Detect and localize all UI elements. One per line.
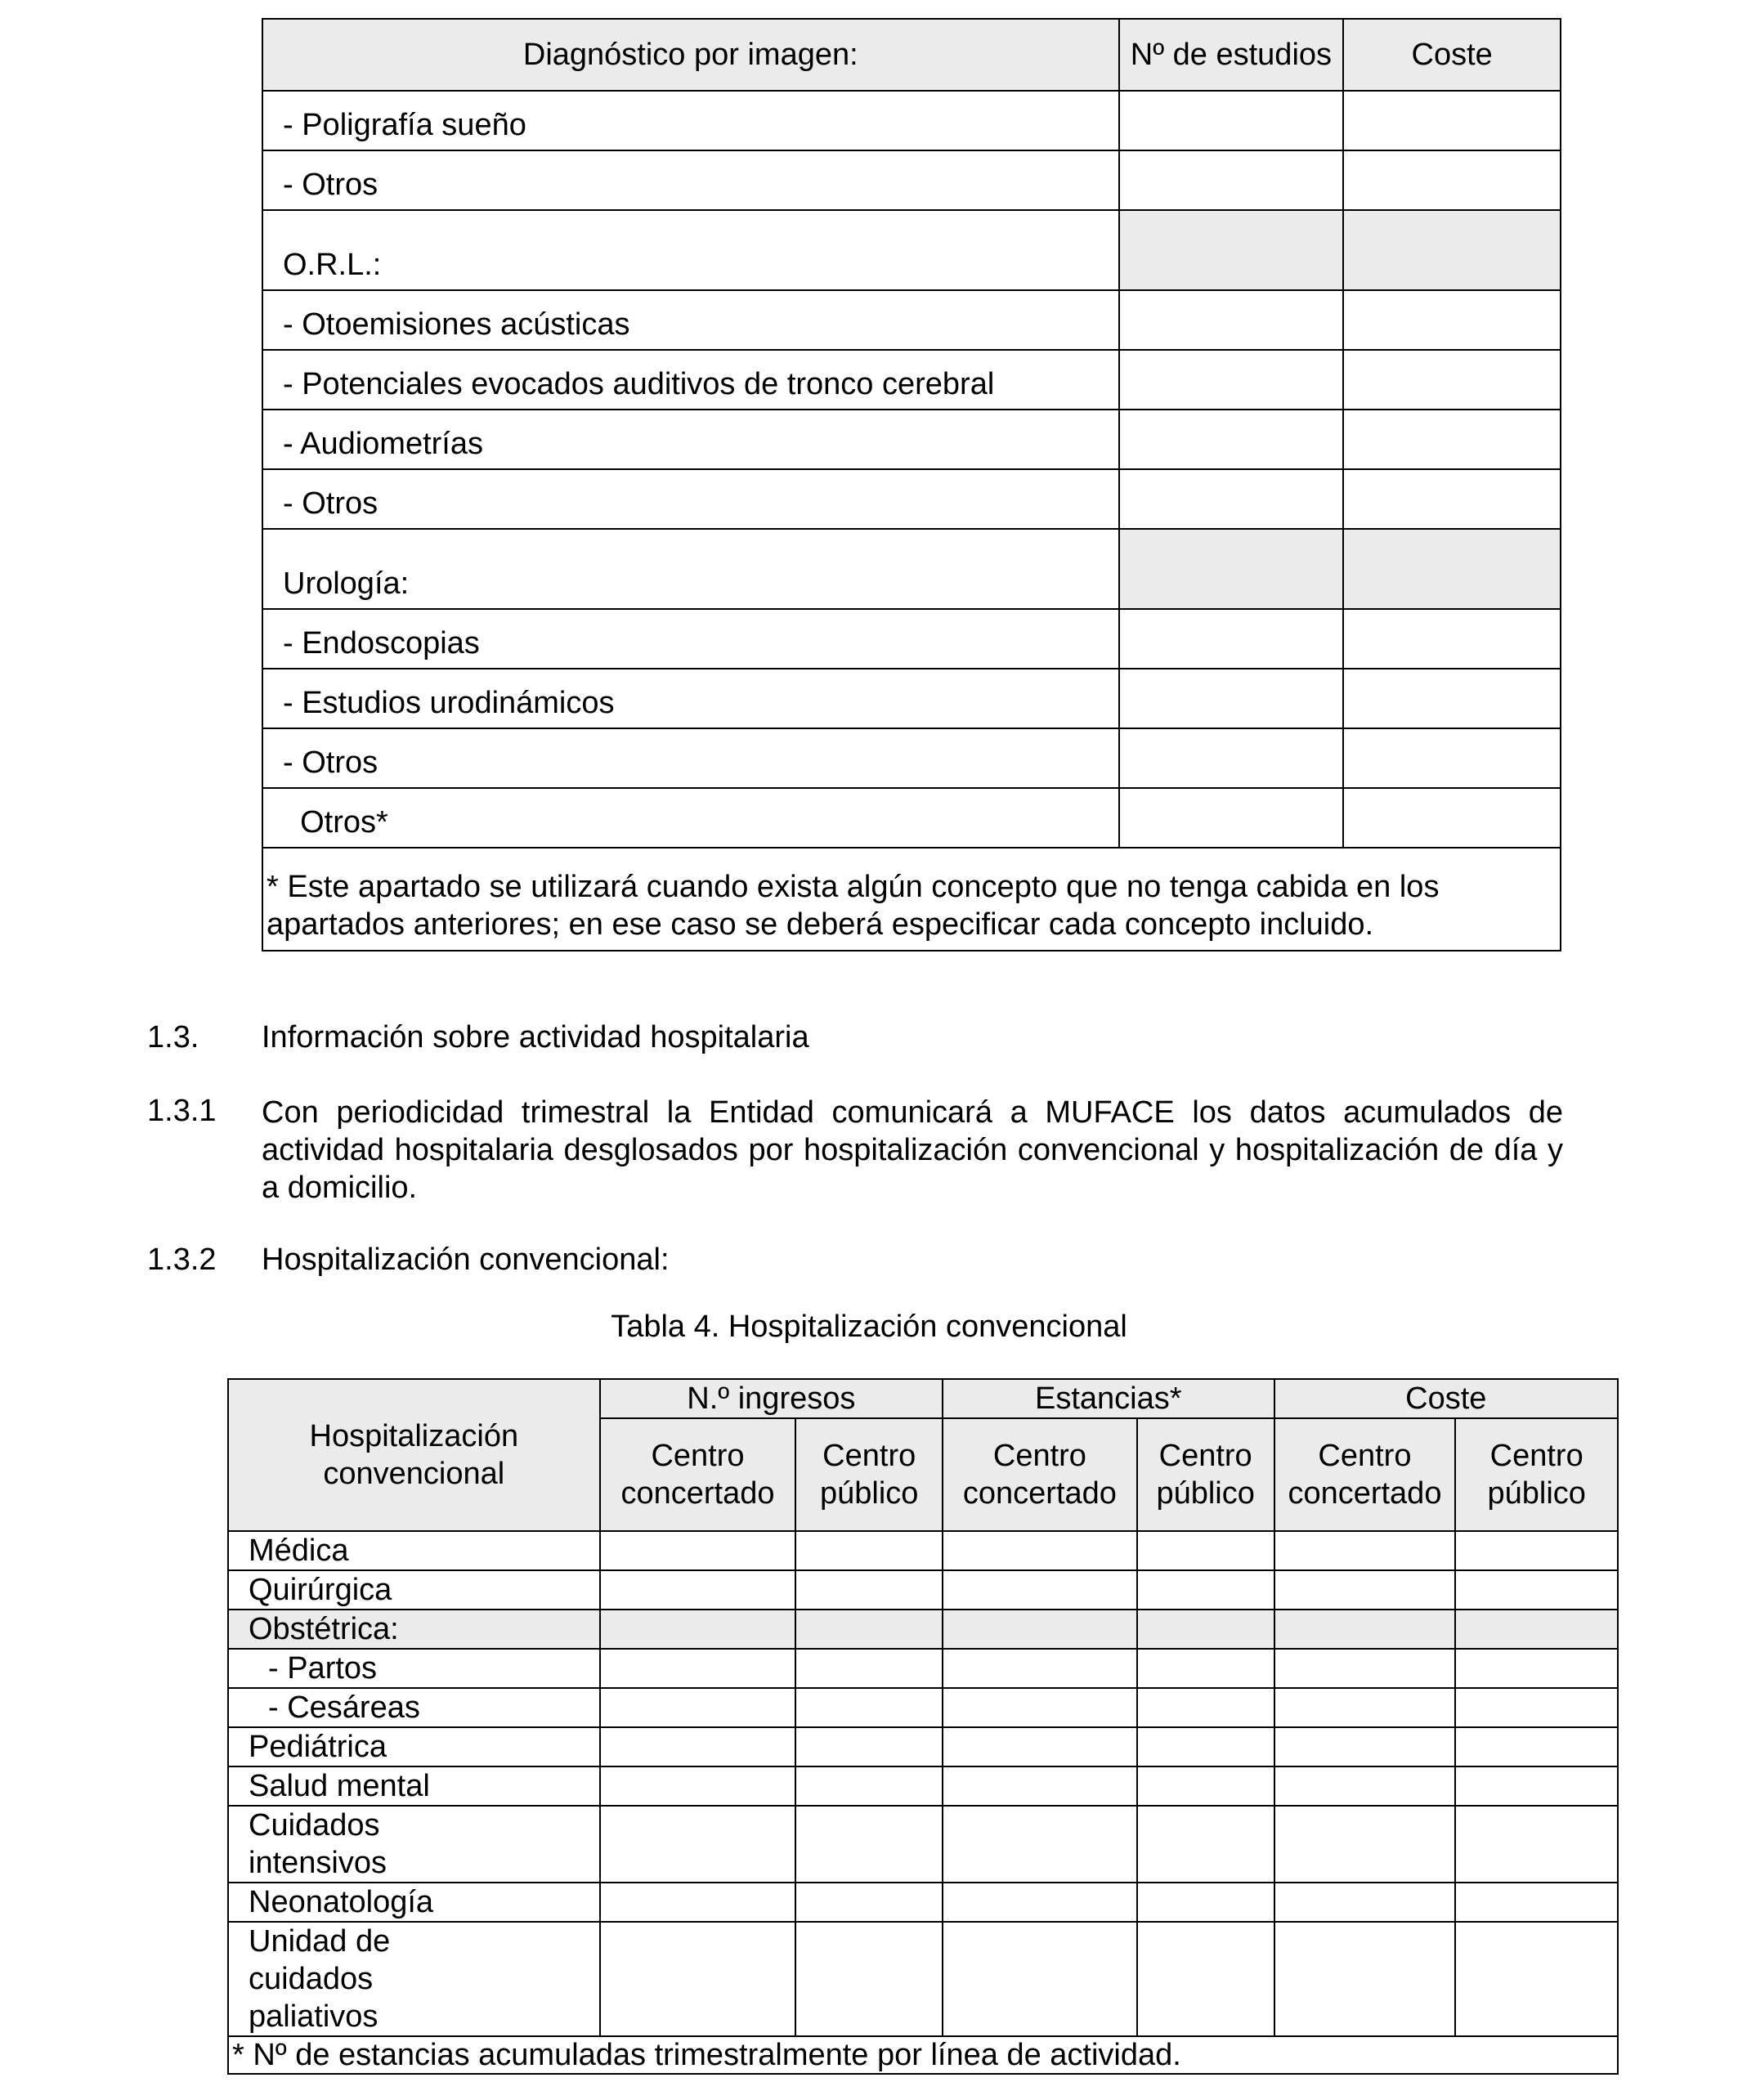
section-label: O.R.L.: <box>262 210 1119 290</box>
hospitalizacion-convencional-table <box>227 1378 1619 2075</box>
shaded-cell <box>943 1610 1137 1649</box>
table-footnote: * Nº de estancias acumuladas trimestralmente por línea de actividad. <box>228 2036 1618 2074</box>
data-cell[interactable] <box>600 1649 796 1688</box>
data-cell[interactable] <box>1137 1883 1274 1922</box>
table-row <box>262 150 1561 210</box>
row-label: Salud mental <box>228 1766 600 1806</box>
section-label: Urología: <box>262 529 1119 609</box>
section-number: 1.3. <box>147 1020 199 1054</box>
row-label: Obstétrica: <box>228 1610 600 1649</box>
subheader-centro-concertado: Centro concertado <box>943 1418 1137 1531</box>
data-cell[interactable] <box>943 1570 1137 1610</box>
data-cell[interactable] <box>1274 1883 1456 1922</box>
row-label: Médica <box>228 1531 600 1570</box>
row-label: - Otoemisiones acústicas <box>262 290 1119 350</box>
table-row <box>228 1883 1618 1922</box>
data-cell[interactable] <box>600 1570 796 1610</box>
shaded-cell <box>1137 1610 1274 1649</box>
shaded-cell <box>1119 210 1344 290</box>
subheader-centro-concertado: Centro concertado <box>1274 1418 1456 1531</box>
row-label: - Partos <box>228 1649 600 1688</box>
data-cell[interactable] <box>600 1766 796 1806</box>
row-label: Unidad de cuidados paliativos <box>228 1922 600 2036</box>
data-cell[interactable] <box>1455 1922 1618 2036</box>
table-row <box>262 609 1561 669</box>
data-cell[interactable] <box>1455 1531 1618 1570</box>
data-cell[interactable] <box>1455 1883 1618 1922</box>
data-cell[interactable] <box>1274 1922 1456 2036</box>
data-cell[interactable] <box>1274 1766 1456 1806</box>
data-cell[interactable] <box>600 1688 796 1727</box>
row-label: Otros* <box>262 788 1119 848</box>
table-row <box>228 1570 1618 1610</box>
shaded-cell <box>600 1610 796 1649</box>
table-note: * Este apartado se utilizará cuando exista algún concepto que no tenga cabida en los apartados anteriores; en ese caso se deberá especificar cada concepto incluido. <box>262 848 1561 951</box>
table-row <box>262 469 1561 529</box>
group-header-coste: Coste <box>1274 1379 1618 1418</box>
row-label: - Potenciales evocados auditivos de tronco cerebral <box>262 350 1119 410</box>
row-label: - Estudios urodinámicos <box>262 669 1119 728</box>
shaded-cell <box>795 1610 943 1649</box>
header-diagnostico: Diagnóstico por imagen: <box>262 19 1119 91</box>
header-coste: Coste <box>1343 19 1561 91</box>
num-estudios-cell[interactable] <box>1119 788 1344 848</box>
data-cell[interactable] <box>1455 1766 1618 1806</box>
data-cell[interactable] <box>600 1922 796 2036</box>
row-label: - Otros <box>262 150 1119 210</box>
subheader-centro-publico: Centro público <box>1137 1418 1274 1531</box>
shaded-cell <box>1455 1610 1618 1649</box>
num-estudios-cell[interactable] <box>1119 290 1344 350</box>
coste-cell[interactable] <box>1343 728 1561 788</box>
row-label: - Endoscopias <box>262 609 1119 669</box>
table-row <box>262 290 1561 350</box>
shaded-cell <box>1119 529 1344 609</box>
subheader-centro-concertado: Centro concertado <box>600 1418 796 1531</box>
data-cell[interactable] <box>1455 1727 1618 1766</box>
coste-cell[interactable] <box>1343 410 1561 469</box>
table-row <box>262 91 1561 150</box>
data-cell[interactable] <box>1137 1766 1274 1806</box>
row-header: Hospitalización convencional <box>228 1379 600 1531</box>
section-number: 1.3.2 <box>147 1243 217 1277</box>
table-row <box>262 350 1561 410</box>
data-cell[interactable] <box>943 1883 1137 1922</box>
data-cell[interactable] <box>600 1883 796 1922</box>
table-caption: Tabla 4. Hospitalización convencional <box>611 1310 1127 1344</box>
coste-cell[interactable] <box>1343 469 1561 529</box>
table-row <box>262 669 1561 728</box>
table-section-row <box>228 1610 1618 1649</box>
data-cell[interactable] <box>1455 1806 1618 1883</box>
data-cell[interactable] <box>1274 1727 1456 1766</box>
data-cell[interactable] <box>1455 1688 1618 1727</box>
table-row <box>262 728 1561 788</box>
data-cell[interactable] <box>600 1531 796 1570</box>
num-estudios-cell[interactable] <box>1119 469 1344 529</box>
data-cell[interactable] <box>1137 1531 1274 1570</box>
num-estudios-cell[interactable] <box>1119 410 1344 469</box>
row-label: Quirúrgica <box>228 1570 600 1610</box>
section-paragraph: Con periodicidad trimestral la Entidad comunicará a MUFACE los datos acumulados de actividad hospitalaria desglosados por hospitalización convencional y hospitalización de día y a domicilio. <box>262 1095 1563 1205</box>
data-cell[interactable] <box>1137 1727 1274 1766</box>
section-number: 1.3.1 <box>147 1094 217 1128</box>
num-estudios-cell[interactable] <box>1119 91 1344 150</box>
table-row <box>228 1727 1618 1766</box>
data-cell[interactable] <box>1137 1922 1274 2036</box>
num-estudios-cell[interactable] <box>1119 669 1344 728</box>
data-cell[interactable] <box>1137 1806 1274 1883</box>
row-label: - Otros <box>262 728 1119 788</box>
data-cell[interactable] <box>943 1922 1137 2036</box>
num-estudios-cell[interactable] <box>1119 150 1344 210</box>
table-row <box>228 1688 1618 1727</box>
coste-cell[interactable] <box>1343 788 1561 848</box>
data-cell[interactable] <box>943 1806 1137 1883</box>
data-cell[interactable] <box>1274 1806 1456 1883</box>
data-cell[interactable] <box>1274 1649 1456 1688</box>
data-cell[interactable] <box>795 1883 943 1922</box>
table-footnote-row <box>228 2036 1618 2074</box>
coste-cell[interactable] <box>1343 91 1561 150</box>
row-label: Cuidados intensivos <box>228 1806 600 1883</box>
shaded-cell <box>1274 1610 1456 1649</box>
data-cell[interactable] <box>600 1806 796 1883</box>
num-estudios-cell[interactable] <box>1119 609 1344 669</box>
data-cell[interactable] <box>795 1806 943 1883</box>
table-row <box>262 410 1561 469</box>
data-cell[interactable] <box>1137 1649 1274 1688</box>
subheader-centro-publico: Centro público <box>795 1418 943 1531</box>
table-row <box>228 1649 1618 1688</box>
table-row <box>228 1922 1618 2036</box>
data-cell[interactable] <box>795 1531 943 1570</box>
coste-cell[interactable] <box>1343 669 1561 728</box>
row-label: - Cesáreas <box>228 1688 600 1727</box>
diagnostic-imaging-table <box>262 18 1561 951</box>
table-row <box>228 1806 1618 1883</box>
data-cell[interactable] <box>943 1649 1137 1688</box>
data-cell[interactable] <box>1274 1688 1456 1727</box>
group-header-estancias: Estancias* <box>943 1379 1274 1418</box>
row-label: - Otros <box>262 469 1119 529</box>
data-cell[interactable] <box>943 1766 1137 1806</box>
table-row <box>228 1531 1618 1570</box>
data-cell[interactable] <box>1274 1531 1456 1570</box>
subheader-centro-publico: Centro público <box>1455 1418 1618 1531</box>
table-section-row <box>262 529 1561 609</box>
num-estudios-cell[interactable] <box>1119 350 1344 410</box>
data-cell[interactable] <box>795 1649 943 1688</box>
coste-cell[interactable] <box>1343 150 1561 210</box>
coste-cell[interactable] <box>1343 350 1561 410</box>
data-cell[interactable] <box>795 1570 943 1610</box>
data-cell[interactable] <box>1455 1649 1618 1688</box>
data-cell[interactable] <box>795 1727 943 1766</box>
table-note-row <box>262 848 1561 951</box>
data-cell[interactable] <box>943 1688 1137 1727</box>
section-title: Información sobre actividad hospitalaria <box>262 1020 809 1054</box>
table-row <box>262 788 1561 848</box>
shaded-cell <box>1343 210 1561 290</box>
group-header-ingresos: N.º ingresos <box>600 1379 943 1418</box>
table-row <box>228 1766 1618 1806</box>
num-estudios-cell[interactable] <box>1119 728 1344 788</box>
coste-cell[interactable] <box>1343 609 1561 669</box>
table-section-row <box>262 210 1561 290</box>
coste-cell[interactable] <box>1343 290 1561 350</box>
section-title: Hospitalización convencional: <box>262 1243 670 1277</box>
shaded-cell <box>1343 529 1561 609</box>
data-cell[interactable] <box>943 1727 1137 1766</box>
data-cell[interactable] <box>795 1766 943 1806</box>
data-cell[interactable] <box>1274 1570 1456 1610</box>
row-label: - Poligrafía sueño <box>262 91 1119 150</box>
data-cell[interactable] <box>1455 1570 1618 1610</box>
row-label: - Audiometrías <box>262 410 1119 469</box>
data-cell[interactable] <box>600 1727 796 1766</box>
header-num-estudios: Nº de estudios <box>1119 19 1344 91</box>
data-cell[interactable] <box>795 1922 943 2036</box>
row-label: Neonatología <box>228 1883 600 1922</box>
data-cell[interactable] <box>943 1531 1137 1570</box>
row-label: Pediátrica <box>228 1727 600 1766</box>
data-cell[interactable] <box>1137 1570 1274 1610</box>
data-cell[interactable] <box>1137 1688 1274 1727</box>
data-cell[interactable] <box>795 1688 943 1727</box>
